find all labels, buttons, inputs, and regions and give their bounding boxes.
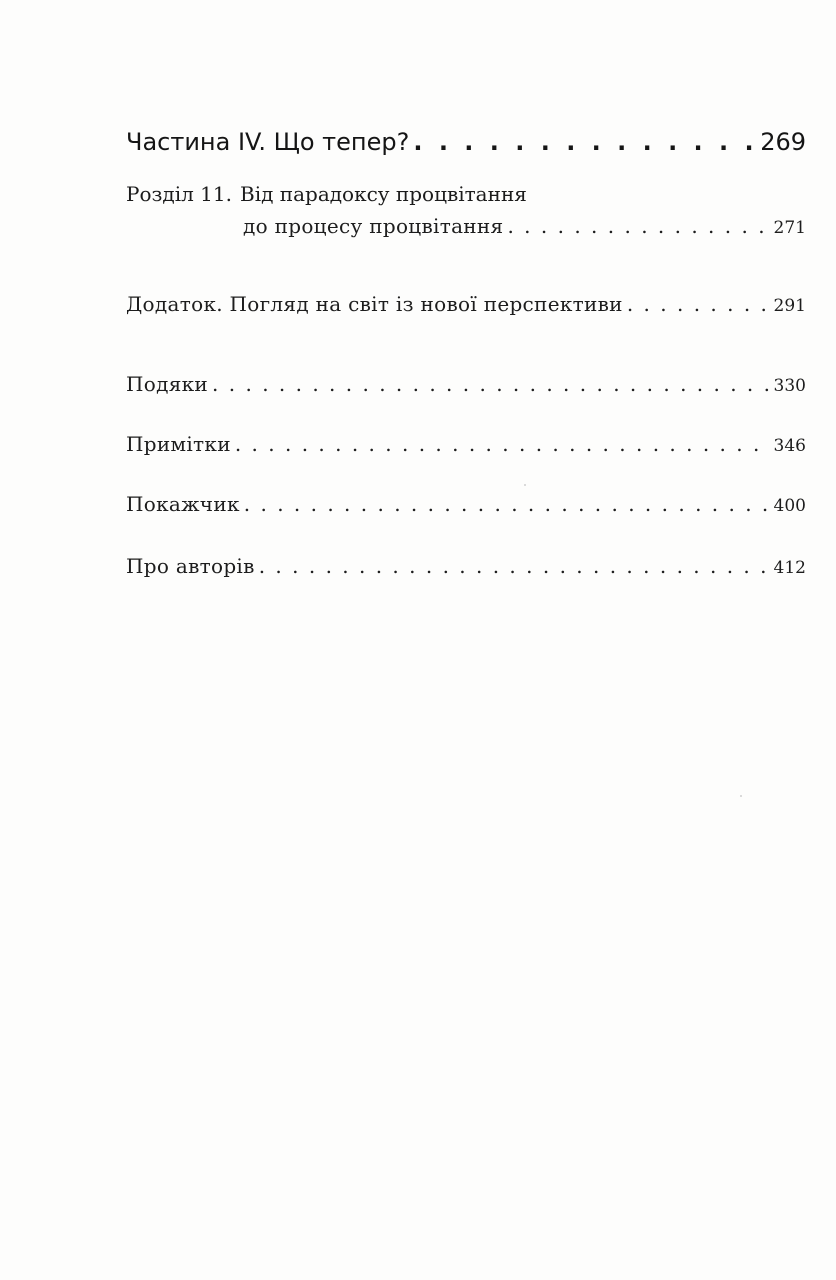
page-number: 400 (773, 496, 806, 516)
dot-leader (235, 432, 770, 456)
page-number: 269 (760, 128, 806, 156)
toc-entry-appendix[interactable] (126, 292, 806, 316)
toc-entry-index[interactable] (126, 492, 806, 516)
entry-label: Додаток. Погляд на світ із нової перспективи (126, 292, 623, 316)
entry-label: Покажчик (126, 492, 240, 516)
dot-leader (259, 554, 770, 578)
page-number: 412 (773, 558, 806, 578)
page-number: 330 (773, 376, 806, 396)
dot-leader (627, 292, 770, 316)
dot-leader (212, 372, 770, 396)
toc-chapter-row[interactable] (243, 214, 806, 238)
entry-label: Про авторів (126, 554, 255, 578)
paper-speck (524, 484, 526, 486)
page-number: 346 (773, 436, 806, 456)
entry-label: Примітки (126, 432, 231, 456)
paper-speck (740, 795, 742, 797)
chapter-title-first-line: Від парадоксу процвітання (240, 182, 527, 206)
chapter-title-line1[interactable] (126, 182, 527, 206)
dot-leader (244, 492, 770, 516)
dot-leader (507, 214, 769, 238)
part-label: Частина IV. Що тепер? (126, 128, 410, 156)
entry-label: Подяки (126, 372, 209, 396)
toc-entry-notes[interactable] (126, 432, 806, 456)
page-number: 291 (773, 296, 806, 316)
toc-part-row[interactable] (126, 128, 806, 156)
page-number: 271 (773, 218, 806, 238)
dot-leader (413, 128, 756, 156)
toc-entry-acknowledgements[interactable] (126, 372, 806, 396)
chapter-prefix: Розділ 11. (126, 182, 232, 206)
toc-entry-about-authors[interactable] (126, 554, 806, 578)
chapter-title-second-line: до процесу процвітання (243, 214, 504, 238)
